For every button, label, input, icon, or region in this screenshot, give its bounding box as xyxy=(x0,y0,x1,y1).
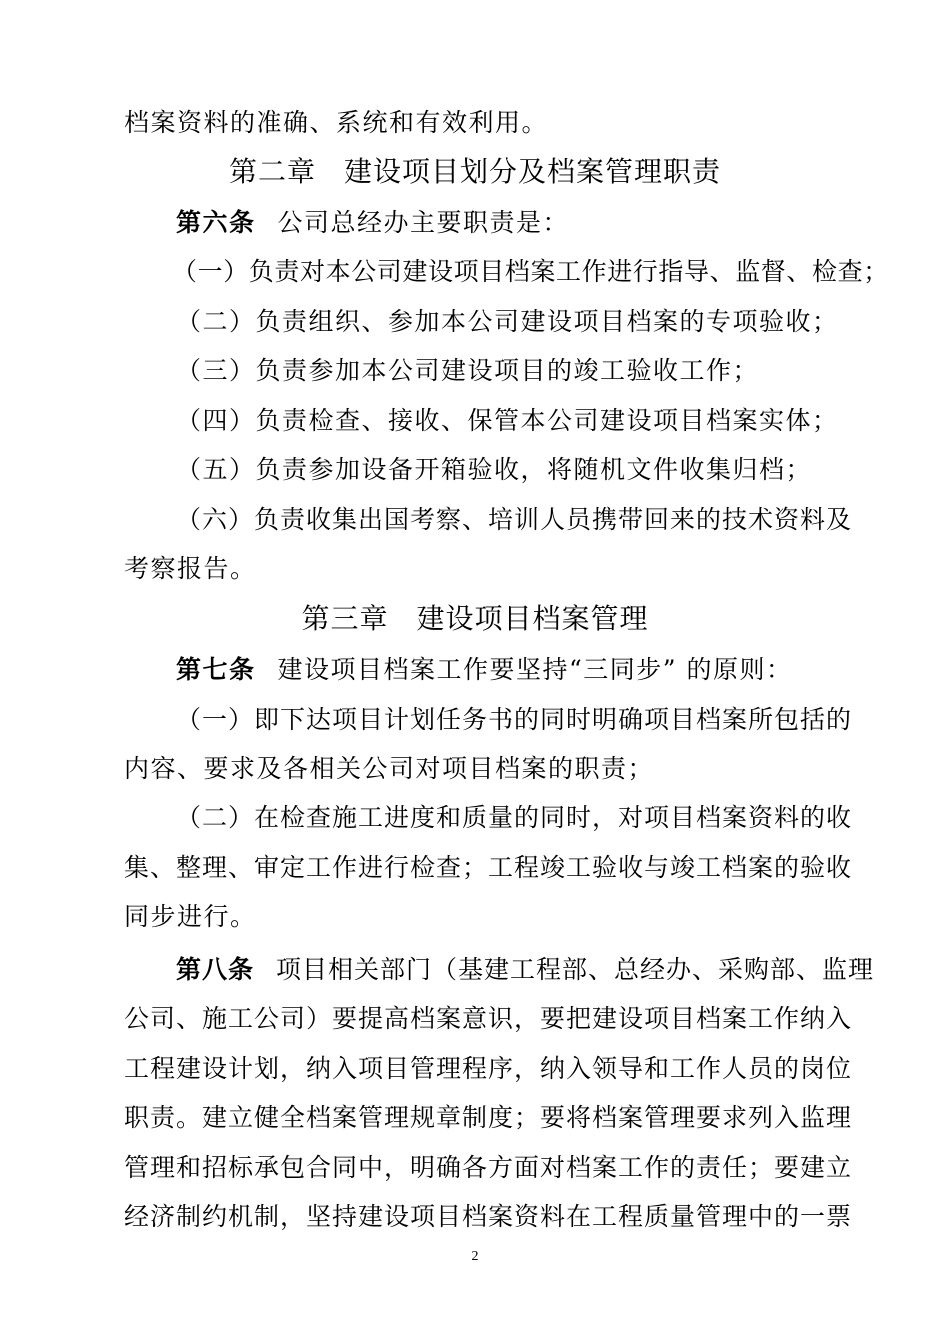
list-item: （一）即下达项目计划任务书的同时明确项目档案所包括的 xyxy=(176,705,853,734)
article-label: 第七条 xyxy=(176,655,256,684)
text-line: 经济制约机制，坚持建设项目档案资料在工程质量管理中的一票 xyxy=(124,1202,853,1231)
article-text: 建设项目档案工作要坚持“三同步” 的原则： xyxy=(277,655,793,684)
text-line: 同步进行。 xyxy=(124,902,257,931)
chapter-heading-2 xyxy=(0,153,950,191)
chapter-number: 第三章 xyxy=(301,602,389,635)
list-item: （二）在检查施工进度和质量的同时，对项目档案资料的收 xyxy=(176,803,853,832)
chapter-title: 建设项目划分及档案管理职责 xyxy=(344,155,722,188)
list-item: （三）负责参加本公司建设项目的竣工验收工作； xyxy=(176,356,760,385)
list-item: （五）负责参加设备开箱验收，将随机文件收集归档； xyxy=(176,455,813,484)
article-label: 第八条 xyxy=(176,955,255,984)
article-text: 公司总经办主要职责是： xyxy=(277,208,570,237)
page-number: 2 xyxy=(471,1249,479,1264)
text-line: 内容、要求及各相关公司对项目档案的职责； xyxy=(124,754,655,783)
article-text: 项目相关部门（基建工程部、总经办、采购部、监理 xyxy=(276,955,875,984)
text-line: 职责。建立健全档案管理规章制度；要将档案管理要求列入监理 xyxy=(124,1103,853,1132)
list-item: （一）负责对本公司建设项目档案工作进行指导、监督、检查； xyxy=(172,257,889,286)
text-line: 档案资料的准确、系统和有效利用。 xyxy=(124,108,549,137)
text-line: 工程建设计划，纳入项目管理程序，纳入领导和工作人员的岗位 xyxy=(124,1054,853,1083)
list-item: （二）负责组织、参加本公司建设项目档案的专项验收； xyxy=(176,307,839,336)
article-7-heading xyxy=(176,653,830,687)
text-line: 考察报告。 xyxy=(124,554,257,583)
text-line: 公司、施工公司）要提高档案意识，要把建设项目档案工作纳入 xyxy=(124,1004,853,1033)
chapter-heading-3 xyxy=(0,600,950,638)
list-item: （六）负责收集出国考察、培训人员携带回来的技术资料及 xyxy=(176,505,853,534)
chapter-title: 建设项目档案管理 xyxy=(416,602,649,635)
article-label: 第六条 xyxy=(176,208,256,237)
text-line: 管理和招标承包合同中，明确各方面对档案工作的责任；要建立 xyxy=(124,1153,853,1182)
text-line: 集、整理、审定工作进行检查；工程竣工验收与竣工档案的验收 xyxy=(124,853,853,882)
list-item: （四）负责检查、接收、保管本公司建设项目档案实体； xyxy=(176,406,839,435)
article-6-heading xyxy=(176,206,830,240)
chapter-number: 第二章 xyxy=(228,155,316,188)
article-8-heading xyxy=(176,953,875,987)
